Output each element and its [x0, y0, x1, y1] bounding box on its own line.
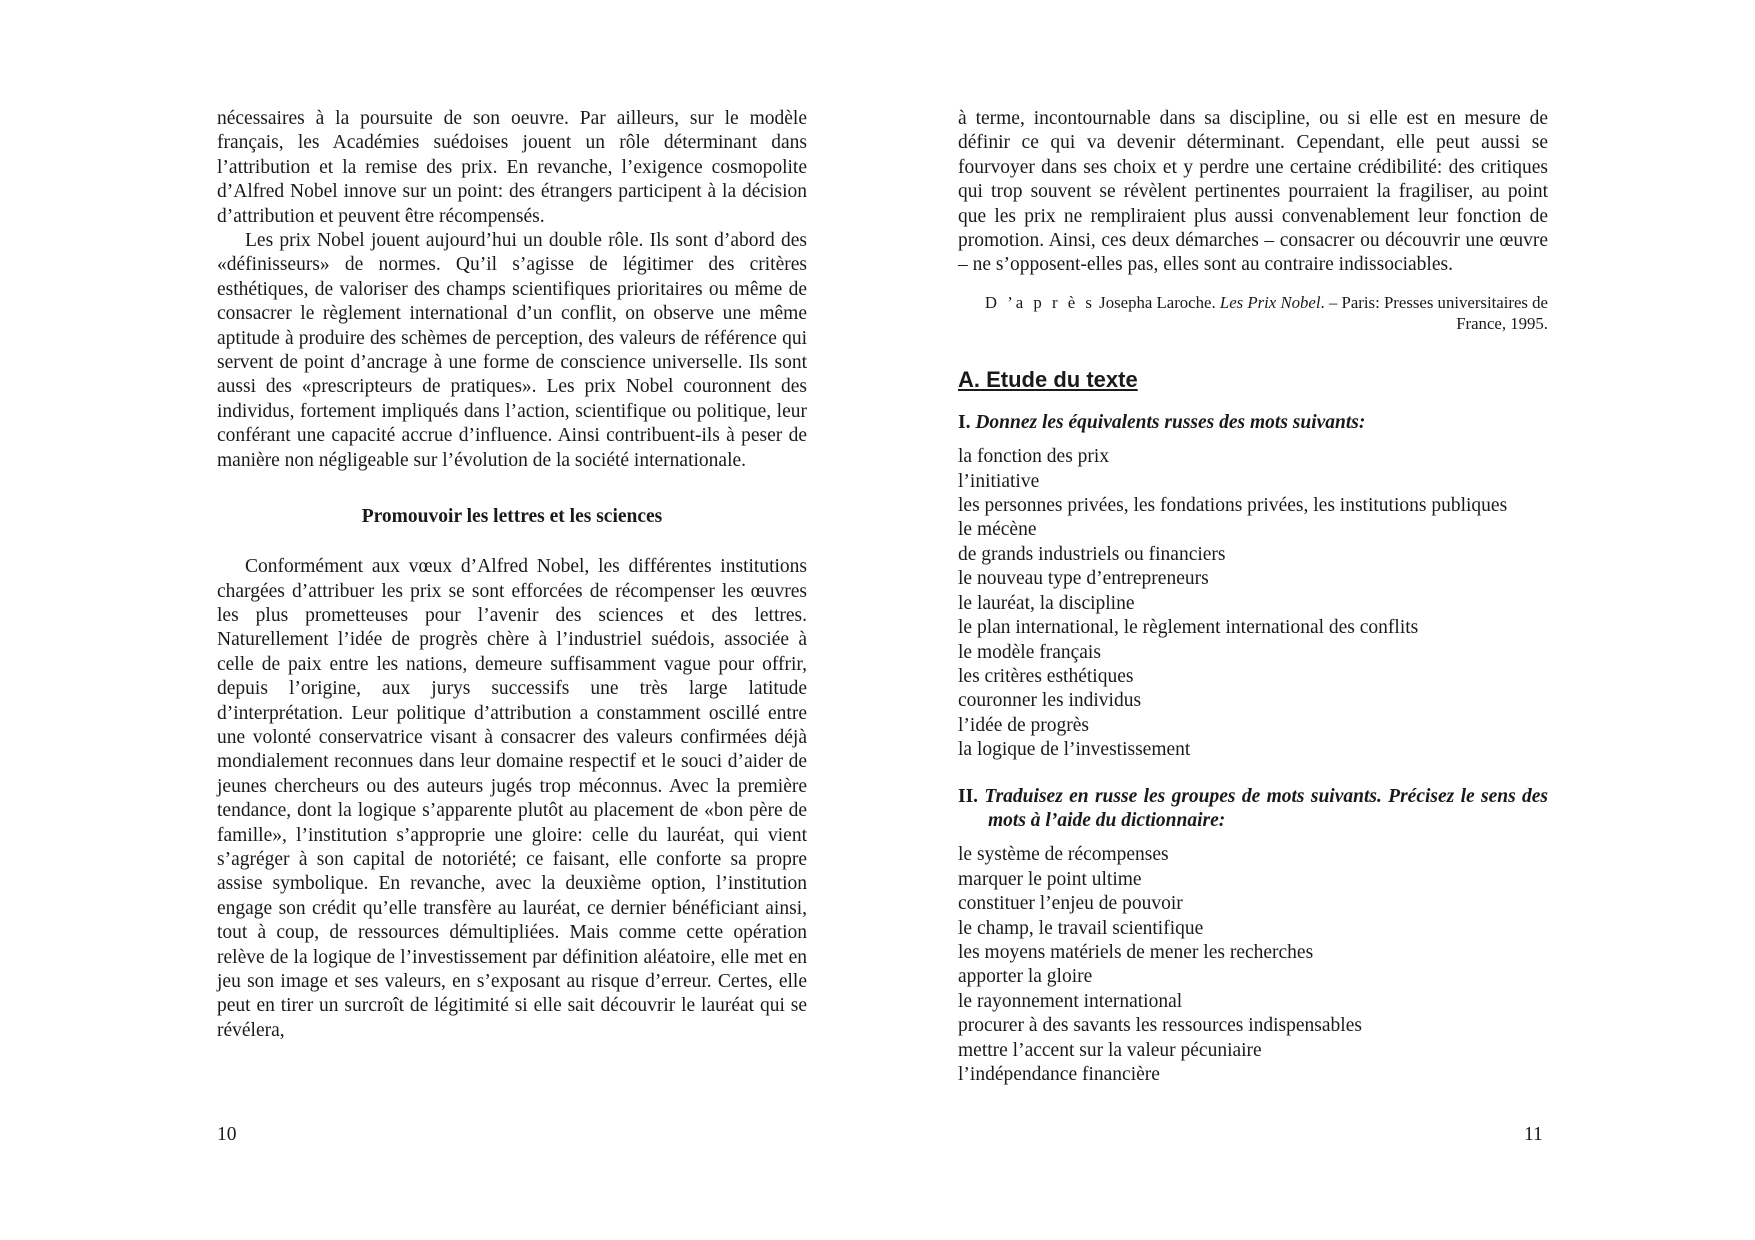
list-item: les moyens matériels de mener les recherches: [958, 941, 1314, 963]
exercise-2-instruction: [958, 785, 1548, 834]
source-citation: [958, 292, 1548, 334]
list-item: le lauréat, la discipline: [958, 592, 1135, 614]
list-item: procurer à des savants les ressources indispensables: [958, 1015, 1362, 1037]
list-item: le plan international, le règlement international des conflits: [958, 617, 1419, 639]
exercise-1-list: [958, 445, 1548, 762]
list-item: l’indépendance financière: [958, 1064, 1160, 1085]
paragraph-double-role: Les prix Nobel jouent aujourd’hui un double rôle. Ils sont d’abord des «définisseurs» de normes. Qu’il s’agisse de légitimer des critères esthétiques, de valoriser des champs scientifiques prioritaires ou même de consacrer le règlement international d’un conflit, on observe une même aptitude à produire des schèmes de perception, des valeurs de référence qui servent de point d’ancrage à une forme de conscience universelle. Ils sont aussi des «prescripteurs de pratiques». Les prix Nobel couronnent des individus, fortement impliqués dans l’action, scientifique ou politique, leur conférant une capacité accrue d’influence. Ainsi contribuent-ils à peser de manière non négligeable sur l’évolution de la société internationale.: [217, 230, 807, 471]
list-item: les personnes privées, les fondations privées, les institutions publiques: [958, 495, 1508, 517]
list-item: l’initiative: [958, 470, 1040, 492]
exercise-2-text: Traduisez en russe les groupes de mots suivants. Précisez le sens des mots à l’aide du dictionnaire:: [984, 785, 1549, 831]
list-item: mettre l’accent sur la valeur pécuniaire: [958, 1039, 1262, 1061]
list-item: marquer le point ultime: [958, 868, 1142, 890]
source-publisher: . – Paris: Presses universitaires de France, 1995.: [1320, 292, 1548, 333]
list-item: les critères esthétiques: [958, 665, 1134, 687]
list-item: le rayonnement international: [958, 990, 1183, 1012]
list-item: le système de récompenses: [958, 844, 1169, 866]
paragraph-continuation: nécessaires à la poursuite de son oeuvre. Par ailleurs, sur le modèle français, les Académies suédoises jouent un rôle déterminant dans l’attribution et la remise des prix. En revanche, l’exigence cosmopolite d’Alfred Nobel innove sur un point: des étrangers participent à la décision d’attribution et peuvent être récompensés.: [217, 108, 807, 227]
source-author: Josepha Laroche.: [1094, 292, 1220, 312]
exercise-2-number: II.: [958, 785, 979, 807]
list-item: le champ, le travail scientifique: [958, 917, 1204, 939]
list-item: le mécène: [958, 519, 1037, 541]
page-number-left: 10: [217, 1124, 237, 1145]
right-page: [958, 107, 1548, 1109]
list-item: de grands industriels ou financiers: [958, 543, 1226, 565]
exercise-1-text: Donnez les équivalents russes des mots suivants:: [975, 411, 1366, 433]
section-title: Promouvoir les lettres et les sciences: [361, 506, 663, 528]
exercise-2-list: [958, 843, 1548, 1087]
list-item: la fonction des prix: [958, 446, 1110, 468]
page-number-right: 11: [1524, 1124, 1543, 1145]
exercise-1-instruction: [958, 411, 1548, 435]
list-item: la logique de l’investissement: [958, 739, 1191, 761]
list-item: couronner les individus: [958, 690, 1142, 712]
source-title: Les Prix Nobel: [1219, 292, 1321, 312]
list-item: le nouveau type d’entrepreneurs: [958, 568, 1209, 590]
list-item: le modèle français: [958, 641, 1101, 663]
source-prefix: D ’a p r è s: [984, 292, 1095, 312]
list-item: apporter la gloire: [958, 966, 1093, 988]
paragraph-continuation-right: à terme, incontournable dans sa discipline, ou si elle est en mesure de définir ce qui va devenir déterminant. Cependant, elle peut aussi se fourvoyer dans ses choix et y perdre une certaine crédibilité: des critiques qui trop souvent se révèlent pertinentes pourraient la fragiliser, au point que les prix ne rempliraient plus aussi convenablement leur fonction de promotion. Ainsi, ces deux démarches – consacrer ou découvrir une œuvre – ne s’opposent-elles pas, elles sont au contraire indissociables.: [958, 108, 1548, 276]
list-item: l’idée de progrès: [958, 714, 1090, 736]
exercise-1-number: I.: [958, 411, 971, 433]
list-item: constituer l’enjeu de pouvoir: [958, 893, 1183, 915]
paragraph-promouvoir: Conformément aux vœux d’Alfred Nobel, les différentes institutions chargées d’attribuer les prix se sont efforcées de récompenser les œuvres les plus prometteuses pour l’avenir des sciences et des lettres. Naturellement l’idée de progrès chère à l’industriel suédois, associée à celle de paix entre les nations, demeure suffisamment vague pour offrir, depuis l’origine, aux jurys successifs une très large latitude d’interprétation. Leur politique d’attribution a constamment oscillé entre une volonté conservatrice visant à consacrer des valeurs confirmées déjà mondialement reconnues dans leur domaine respectif et le souci d’aider de jeunes chercheurs ou des auteurs jugés trop méconnus. Avec la première tendance, dont la logique s’apparente plutôt au placement de «bon père de famille», l’institution s’approprie une gloire: celle du lauréat, qui vient s’agréger à son capital de notoriété; ce faisant, elle conforte sa propre assise symbolique. En revanche, avec la deuxième option, l’institution engage son crédit qu’elle transfère au lauréat, ce dernier bénéficiant ainsi, tout à coup, de ressources démultipliées. Mais comme cette opération relève de la logique de l’investissement par définition aléatoire, elle met en jeu son image et ses valeurs, en s’exposant au risque d’erreur. Certes, elle peut en tirer un surcroît de légitimité si elle sait découvrir le lauréat qui se révélera,: [217, 556, 807, 1041]
left-page: [217, 107, 807, 1043]
part-heading: A. Etude du texte: [958, 366, 1138, 392]
